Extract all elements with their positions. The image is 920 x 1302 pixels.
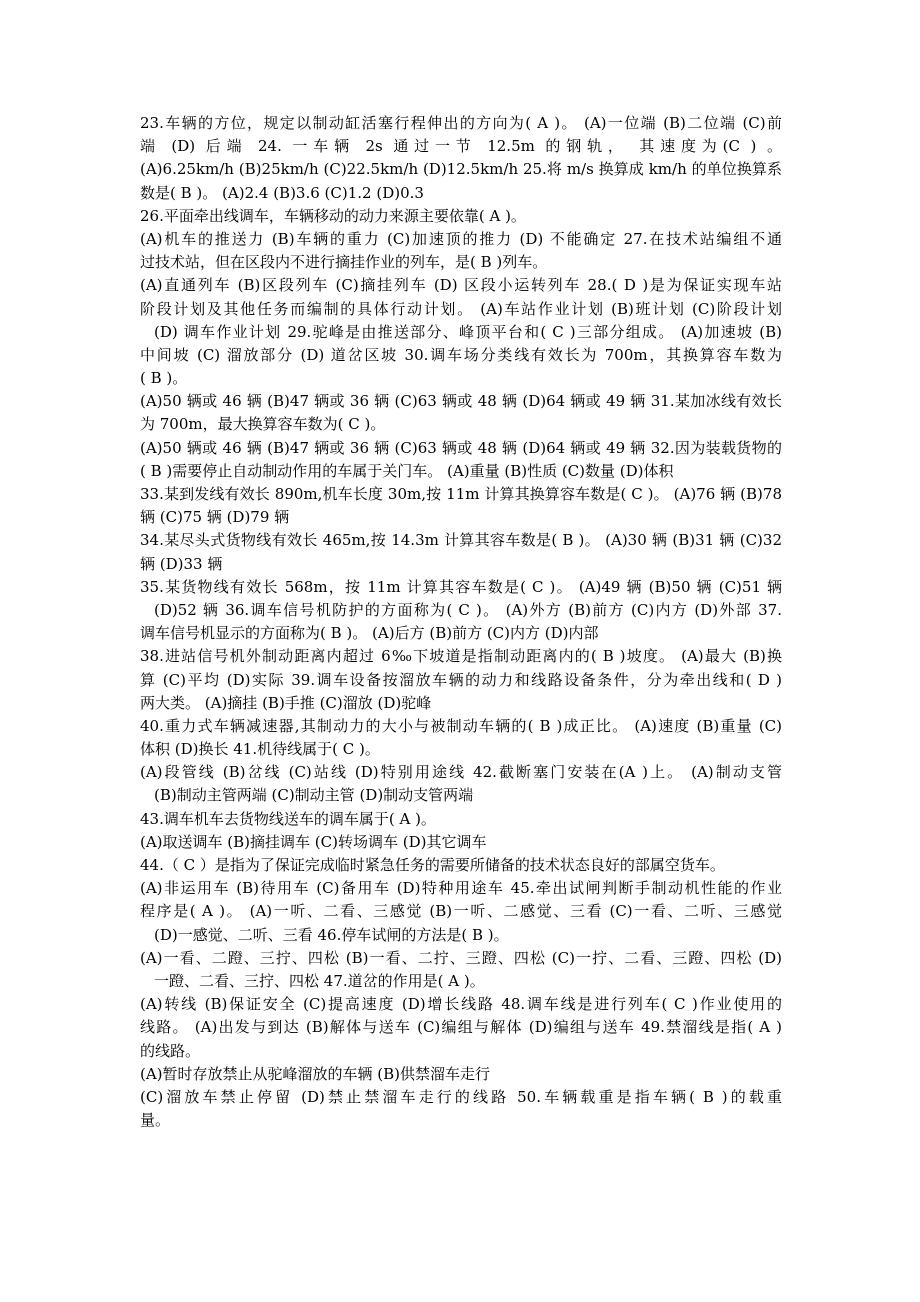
text-line: (A)非运用车 (B)待用车 (C)备用车 (D)特种用途车 45.牵出试闸判断手制动机性能的作业 <box>140 879 782 898</box>
text-line: (D)一感觉、二听、三看 46.停车试闸的方法是( B )。 <box>154 925 509 944</box>
text-line: ( B )需要停止自动制动作用的车属于关门车。 (A)重量 (B)性质 (C)数量 (D)体积 <box>140 461 674 480</box>
text-line: 端 (D) 后端 24. 一车辆 2s 通过一节 12.5m 的钢轨， 其速度为(C ) 。 <box>140 137 782 156</box>
text-line: 34.某尽头式货物线有效长 465m,按 14.3m 计算其容车数是( B )。 (A)30 辆 (B)31 辆 (C)32 <box>140 531 782 550</box>
text-line: 程序是( A )。 (A)一听、二看、三感觉 (B)一听、二感觉、三看 (C)一看、二听、三感觉 <box>140 902 782 921</box>
text-line: 35.某货物线有效长 568m，按 11m 计算其容车数是( C )。 (A)49 辆 (B)50 辆 (C)51 辆 <box>140 577 782 596</box>
text-line: 体积 (D)换长 41.机待线属于( C )。 <box>140 740 380 759</box>
text-line: 40.重力式车辆减速器,其制动力的大小与被制动车辆的( B )成正比。 (A)速度 (B)重量 (C) <box>140 716 782 735</box>
text-line: 33.某到发线有效长 890m,机车长度 30m,按 11m 计算其换算容车数是( C )。 (A)76 辆 (B)78 <box>140 485 782 503</box>
text-line: 阶段计划及其他任务而编制的具体行动计划。 (A)车站作业计划 (B)班计划 (C)阶段计划 <box>140 299 782 318</box>
text-line: 量。 <box>140 1111 171 1130</box>
text-line: (A)直通列车 (B)区段列车 (C)摘挂列车 (D) 区段小运转列车 28.( D )是为保证实现车站 <box>140 276 782 295</box>
text-line: (C)溜放车禁止停留 (D)禁止禁溜车走行的线路 50.车辆载重是指车辆( B )的载重 <box>140 1087 782 1106</box>
text-line: 一蹬、二看、三拧、四松 47.道岔的作用是( A )。 <box>154 971 485 990</box>
text-line: (A)6.25km/h (B)25km/h (C)22.5km/h (D)12.5km/h 25.将 m/s 换算成 km/h 的单位换算系 <box>140 160 782 179</box>
text-line: (A)50 辆或 46 辆 (B)47 辆或 36 辆 (C)63 辆或 48 辆 (D)64 辆或 49 辆 31.某加冰线有效长 <box>140 392 782 411</box>
text-line: 中间坡 (C) 溜放部分 (D) 道岔区坡 30.调车场分类线有效长为 700m，其换算容车数为 <box>140 345 782 364</box>
text-line: (D)52 辆 36.调车信号机防护的方面称为( C )。 (A)外方 (B)前方 (C)内方 (D)外部 37. <box>154 600 782 619</box>
text-line: 为 700m，最大换算容车数为( C )。 <box>140 415 386 434</box>
text-line: (B)制动主管两端 (C)制动主管 (D)制动支管两端 <box>154 786 474 805</box>
text-line: 43.调车机车去货物线送车的调车属于( A )。 <box>140 809 436 828</box>
text-line: 算 (C)平均 (D)实际 39.调车设备按溜放车辆的动力和线路设备条件，分为牵出线和( D ) <box>140 670 782 689</box>
text-line: 辆 (D)33 辆 <box>140 554 223 573</box>
text-line: 过技术站，但在区段内不进行摘挂作业的列车，是( B )列车。 <box>140 253 548 272</box>
text-line: 44.（ C ）是指为了保证完成临时紧急任务的需要所储备的技术状态良好的部属空货车。 <box>140 856 725 874</box>
text-line: ( B )。 <box>140 369 188 388</box>
document-body <box>140 112 782 1132</box>
text-line: 26.平面牵出线调车，车辆移动的动力来源主要依靠( A )。 <box>140 206 526 225</box>
text-line: 的线路。 <box>140 1041 201 1060</box>
text-line: (A)机车的推送力 (B)车辆的重力 (C)加速顶的推力 (D) 不能确定 27.在技术站编组不通 <box>140 229 782 248</box>
text-line: (A)50 辆或 46 辆 (B)47 辆或 36 辆 (C)63 辆或 48 辆 (D)64 辆或 49 辆 32.因为装载货物的 <box>140 438 782 457</box>
text-line: (A)段管线 (B)岔线 (C)站线 (D)特别用途线 42.截断塞门安装在(A )上。 (A)制动支管 <box>140 763 782 782</box>
text-line: (A)转线 (B)保证安全 (C)提高速度 (D)增长线路 48.调车线是进行列车( C )作业使用的 <box>140 995 782 1014</box>
text-line: 两大类。 (A)摘挂 (B)手推 (C)溜放 (D)驼峰 <box>140 693 432 712</box>
text-line: 23.车辆的方位，规定以制动缸活塞行程伸出的方向为( A )。 (A)一位端 (B)二位端 (C)前 <box>140 114 782 132</box>
text-line: (A)取送调车 (B)摘挂调车 (C)转场调车 (D)其它调车 <box>140 832 487 851</box>
text-line: (D) 调车作业计划 29.驼峰是由推送部分、峰顶平台和( C )三部分组成。 (A)加速坡 (B) <box>154 322 782 341</box>
text-line: 调车信号机显示的方面称为( B )。 (A)后方 (B)前方 (C)内方 (D)内部 <box>140 624 599 643</box>
text-line: (A)暂时存放禁止从驼峰溜放的车辆 (B)供禁溜车走行 <box>140 1064 491 1083</box>
text-line: 38.进站信号机外制动距离内超过 6‰下坡道是指制动距离内的( B )坡度。 (A)最大 (B)换 <box>140 647 782 666</box>
text-line: (A)一看、二蹬、三拧、四松 (B)一看、二拧、三蹬、四松 (C)一拧、二看、三蹬、四松 (D) <box>140 948 782 967</box>
text-line: 数是( B )。 (A)2.4 (B)3.6 (C)1.2 (D)0.3 <box>140 183 424 202</box>
text-line: 辆 (C)75 辆 (D)79 辆 <box>140 508 290 527</box>
text-line: 线路。 (A)出发与到达 (B)解体与送车 (C)编组与解体 (D)编组与送车 49.禁溜线是指( A ) <box>140 1018 782 1037</box>
